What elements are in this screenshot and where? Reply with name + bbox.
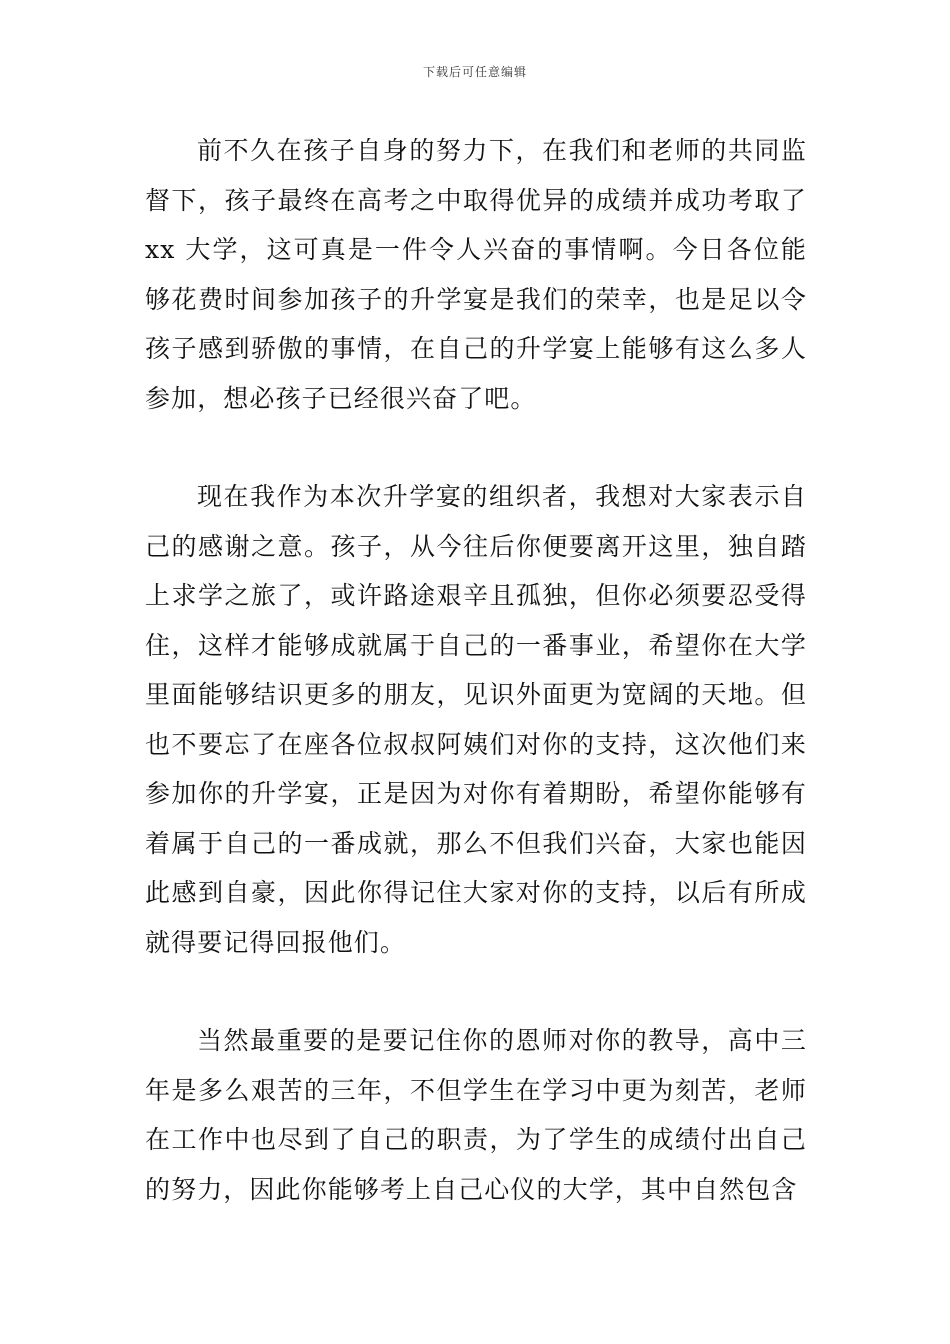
- paragraph-2: 现在我作为本次升学宴的组织者，我想对大家表示自己的感谢之意。孩子，从今往后你便要离开这里，独自踏上求学之旅了，或许路途艰辛且孤独，但你必须要忍受得住，这样才能够成就属于自己的一番事业，希望你在大学里面能够结识更多的朋友，见识外面更为宽阔的天地。但也不要忘了在座各位叔叔阿姨们对你的支持，这次他们来参加你的升学宴，正是因为对你有着期盼，希望你能够有着属于自己的一番成就，那么不但我们兴奋，大家也能因此感到自豪，因此你得记住大家对你的支持，以后有所成就得要记得回报他们。: [145, 482, 807, 957]
- page-header: 下载后可任意编辑: [422, 65, 527, 79]
- paragraph-3: 当然最重要的是要记住你的恩师对你的教导，高中三年是多么艰苦的三年，不但学生在学习中更为刻苦，老师在工作中也尽到了自己的职责，为了学生的成绩付出自己的努力，因此你能够考上自己心仪的大学，其中自然包含: [145, 1026, 807, 1204]
- paragraph-1: 前不久在孩子自身的努力下，在我们和老师的共同监督下，孩子最终在高考之中取得优异的成绩并成功考取了 xx 大学，这可真是一件令人兴奋的事情啊。今日各位能够花费时间参加孩子的升学宴是我们的荣幸，也是足以令孩子感到骄傲的事情，在自己的升学宴上能够有这么多人参加，想必孩子已经很兴奋了吧。: [145, 136, 807, 413]
- document-body: [145, 126, 807, 1214]
